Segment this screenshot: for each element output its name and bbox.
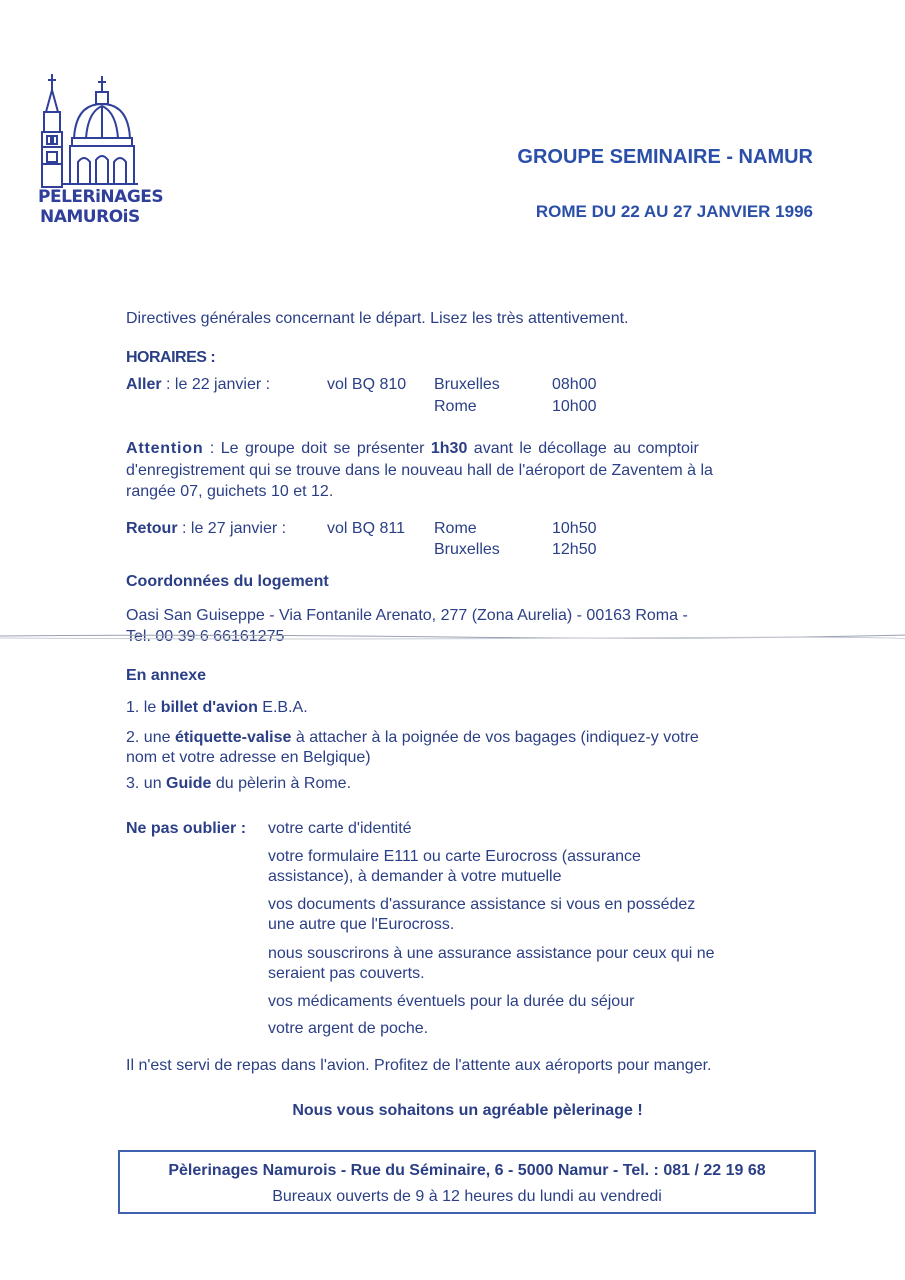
attention-time: 1h30 [430, 440, 468, 457]
attention-line2: d'enregistrement qui se trouve dans le nouveau hall de l'aéroport de Zaventem à la [126, 461, 713, 479]
retour-flight: vol BQ 811 [327, 520, 405, 537]
aller-time1: 08h00 [552, 376, 597, 393]
intro-text: Directives générales concernant le départ. Lisez les très attentivement. [126, 310, 629, 327]
retour-city1: Rome [434, 520, 477, 537]
oublier-item-2b: assistance), à demander à votre mutuelle [268, 868, 562, 885]
retour-time1: 10h50 [552, 520, 597, 537]
logo-text-line1: PELERiNAGES [38, 187, 164, 207]
attention-text-end: avant le décollage au comptoir [467, 440, 699, 457]
paper-fold-line [0, 630, 905, 644]
annexe-item-2-line2: nom et votre adresse en Belgique) [126, 749, 371, 766]
oublier-item-4b: seraient pas couverts. [268, 965, 425, 982]
document-title: GROUPE SEMINAIRE - NAMUR [517, 146, 813, 168]
annexe-item-2-bold: étiquette-valise [174, 729, 292, 746]
retour-city2: Bruxelles [434, 541, 500, 558]
retour-label: Retour [126, 520, 178, 537]
annexe-item-3-bold: Guide [166, 775, 212, 792]
retour-line [126, 519, 286, 539]
annexe-item-1-bold: billet d'avion [160, 699, 258, 716]
attention-paragraph [126, 438, 816, 503]
attention-line3: rangée 07, guichets 10 et 12. [126, 483, 334, 500]
annexe-item-2-pre: 2. une [126, 729, 175, 746]
horaires-heading: HORAIRES : [126, 349, 216, 366]
oublier-item-3b: une autre que l'Eurocross. [268, 916, 455, 933]
aller-city1: Bruxelles [434, 376, 500, 393]
attention-text: : Le groupe doit se présenter [203, 440, 431, 457]
retour-date: : le 27 janvier : [177, 520, 287, 537]
logement-heading: Coordonnées du logement [126, 573, 329, 590]
oublier-item-1: votre carte d'identité [268, 820, 412, 837]
aller-date: : le 22 janvier : [161, 376, 271, 393]
annexe-item-2-post: à attacher à la poignée de vos bagages (indiquez-y votre [291, 729, 699, 746]
oublier-item-6: votre argent de poche. [268, 1020, 429, 1037]
oublier-heading: Ne pas oublier : [126, 820, 247, 837]
oublier-item-4a: nous souscrirons à une assurance assistance pour ceux qui ne [268, 945, 715, 962]
aller-time2: 10h00 [552, 398, 597, 415]
annexe-heading: En annexe [126, 667, 207, 684]
document-subtitle: ROME DU 22 AU 27 JANVIER 1996 [535, 202, 813, 221]
repas-note: Il n'est servi de repas dans l'avion. Profitez de l'attente aux aéroports pour manger. [126, 1057, 712, 1074]
aller-flight: vol BQ 810 [327, 376, 407, 393]
oublier-item-3a: vos documents d'assurance assistance si vous en possédez [268, 896, 696, 913]
annexe-item-3-post: du pèlerin à Rome. [211, 775, 352, 792]
retour-time2: 12h50 [552, 541, 597, 558]
annexe-item-2 [126, 728, 699, 748]
oublier-item-2a: votre formulaire E111 ou carte Eurocross (assurance [268, 848, 641, 865]
logement-address: Oasi San Guiseppe - Via Fontanile Arenato, 277 (Zona Aurelia) - 00163 Roma - [126, 607, 688, 624]
aller-city2: Rome [434, 398, 477, 415]
annexe-item-1-post: E.B.A. [257, 699, 308, 716]
annexe-item-3-pre: 3. un [126, 775, 167, 792]
footer-contact-line: Pèlerinages Namurois - Rue du Séminaire, 6 - 5000 Namur - Tel. : 081 / 22 19 68 [168, 1162, 766, 1179]
attention-label: Attention [126, 440, 204, 457]
annexe-item-1 [126, 698, 308, 718]
closing-wish: Nous vous sohaitons un agréable pèlerinage ! [292, 1102, 643, 1119]
logo-text-line2: NAMUROiS [40, 207, 140, 227]
aller-label: Aller [126, 376, 162, 393]
oublier-item-5: vos médicaments éventuels pour la durée du séjour [268, 993, 635, 1010]
logement-phone: Tel. 00 39 6 66161275 [126, 628, 285, 645]
annexe-item-3 [126, 774, 351, 794]
aller-line [126, 375, 270, 395]
footer-hours-line: Bureaux ouverts de 9 à 12 heures du lundi au vendredi [272, 1188, 662, 1205]
annexe-item-1-pre: 1. le [126, 699, 161, 716]
footer-contact-box [118, 1150, 816, 1214]
